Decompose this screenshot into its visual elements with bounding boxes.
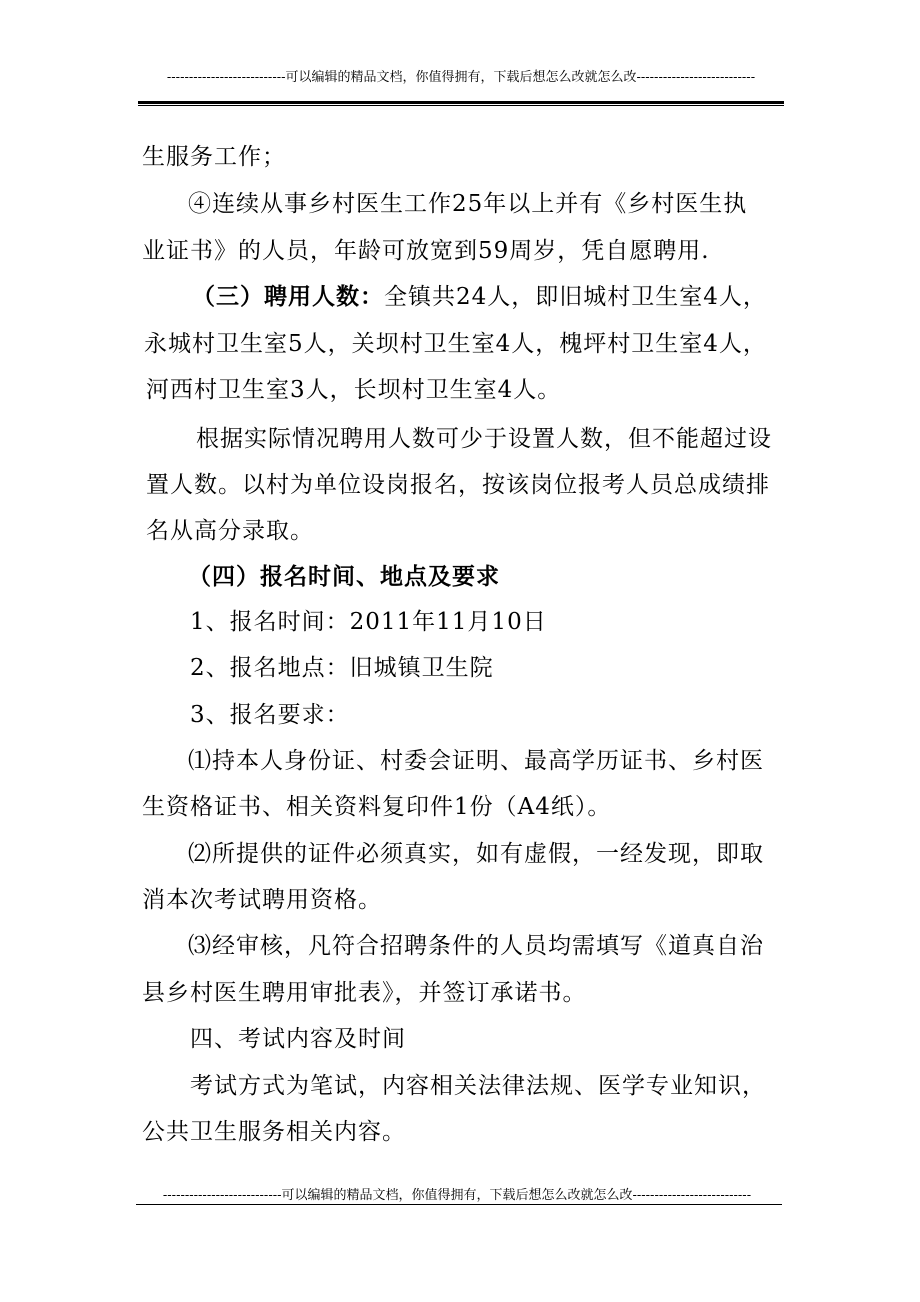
section-heading-hiring-count: （三）聘用人数： — [192, 283, 384, 310]
body-line-19: 县乡村医生聘用审批表》，并签订承诺书。 — [142, 980, 587, 1006]
section-heading-exam: 四、考试内容及时间 — [190, 1026, 406, 1052]
body-line-16: ⑵所提供的证件必须真实，如有虚假，一经发现，即取 — [188, 841, 764, 867]
body-line-5: 永城村卫生室5人，关坝村卫生室4人，槐坪村卫生室4人， — [144, 331, 767, 357]
body-line-13: 3、报名要求： — [190, 702, 350, 728]
body-line-12: 2、报名地点：旧城镇卫生院 — [190, 655, 494, 681]
footer-rule — [136, 1204, 782, 1205]
page-header-text: ---------------------------可以编辑的精品文档，你值得拥有，下载后想怎么改就怎么改--------------------------- — [166, 70, 756, 85]
body-line-17: 消本次考试聘用资格。 — [142, 887, 382, 913]
body-line-22: 公共卫生服务相关内容。 — [142, 1119, 406, 1145]
body-line-15: 生资格证书、相关资料复印件1份（A4纸）。 — [142, 794, 612, 820]
body-line-1: 生服务工作； — [142, 144, 286, 170]
body-line-8: 置人数。以村为单位设岗报名，按该岗位报考人员总成绩排 — [146, 472, 770, 498]
body-line-11: 1、报名时间：2011年11月10日 — [190, 609, 547, 635]
body-line-7: 根据实际情况聘用人数可少于设置人数，但不能超过设 — [196, 426, 772, 452]
header-rule-thin — [138, 105, 784, 106]
body-line-14: ⑴持本人身份证、村委会证明、最高学历证书、乡村医 — [188, 748, 764, 774]
page-footer-text: ---------------------------可以编辑的精品文档，你值得拥有，下载后想怎么改就怎么改--------------------------- — [162, 1188, 752, 1203]
header-rule — [138, 101, 784, 104]
hiring-count-text: 全镇共24人，即旧城村卫生室4人， — [384, 284, 767, 310]
body-line-21: 考试方式为笔试，内容相关法律法规、医学专业知识， — [190, 1073, 766, 1099]
body-line-3: 业证书》的人员，年龄可放宽到59周岁，凭自愿聘用. — [142, 238, 710, 264]
body-line-4 — [192, 282, 767, 312]
body-line-6: 河西村卫生室3人，长坝村卫生室4人。 — [146, 377, 562, 403]
body-line-18: ⑶经审核，凡符合招聘条件的人员均需填写《道真自治 — [188, 933, 764, 959]
section-heading-registration: （四）报名时间、地点及要求 — [188, 563, 500, 590]
body-line-2: ④连续从事乡村医生工作25年以上并有《乡村医生执 — [188, 191, 748, 217]
body-line-9: 名从高分录取。 — [146, 518, 314, 544]
